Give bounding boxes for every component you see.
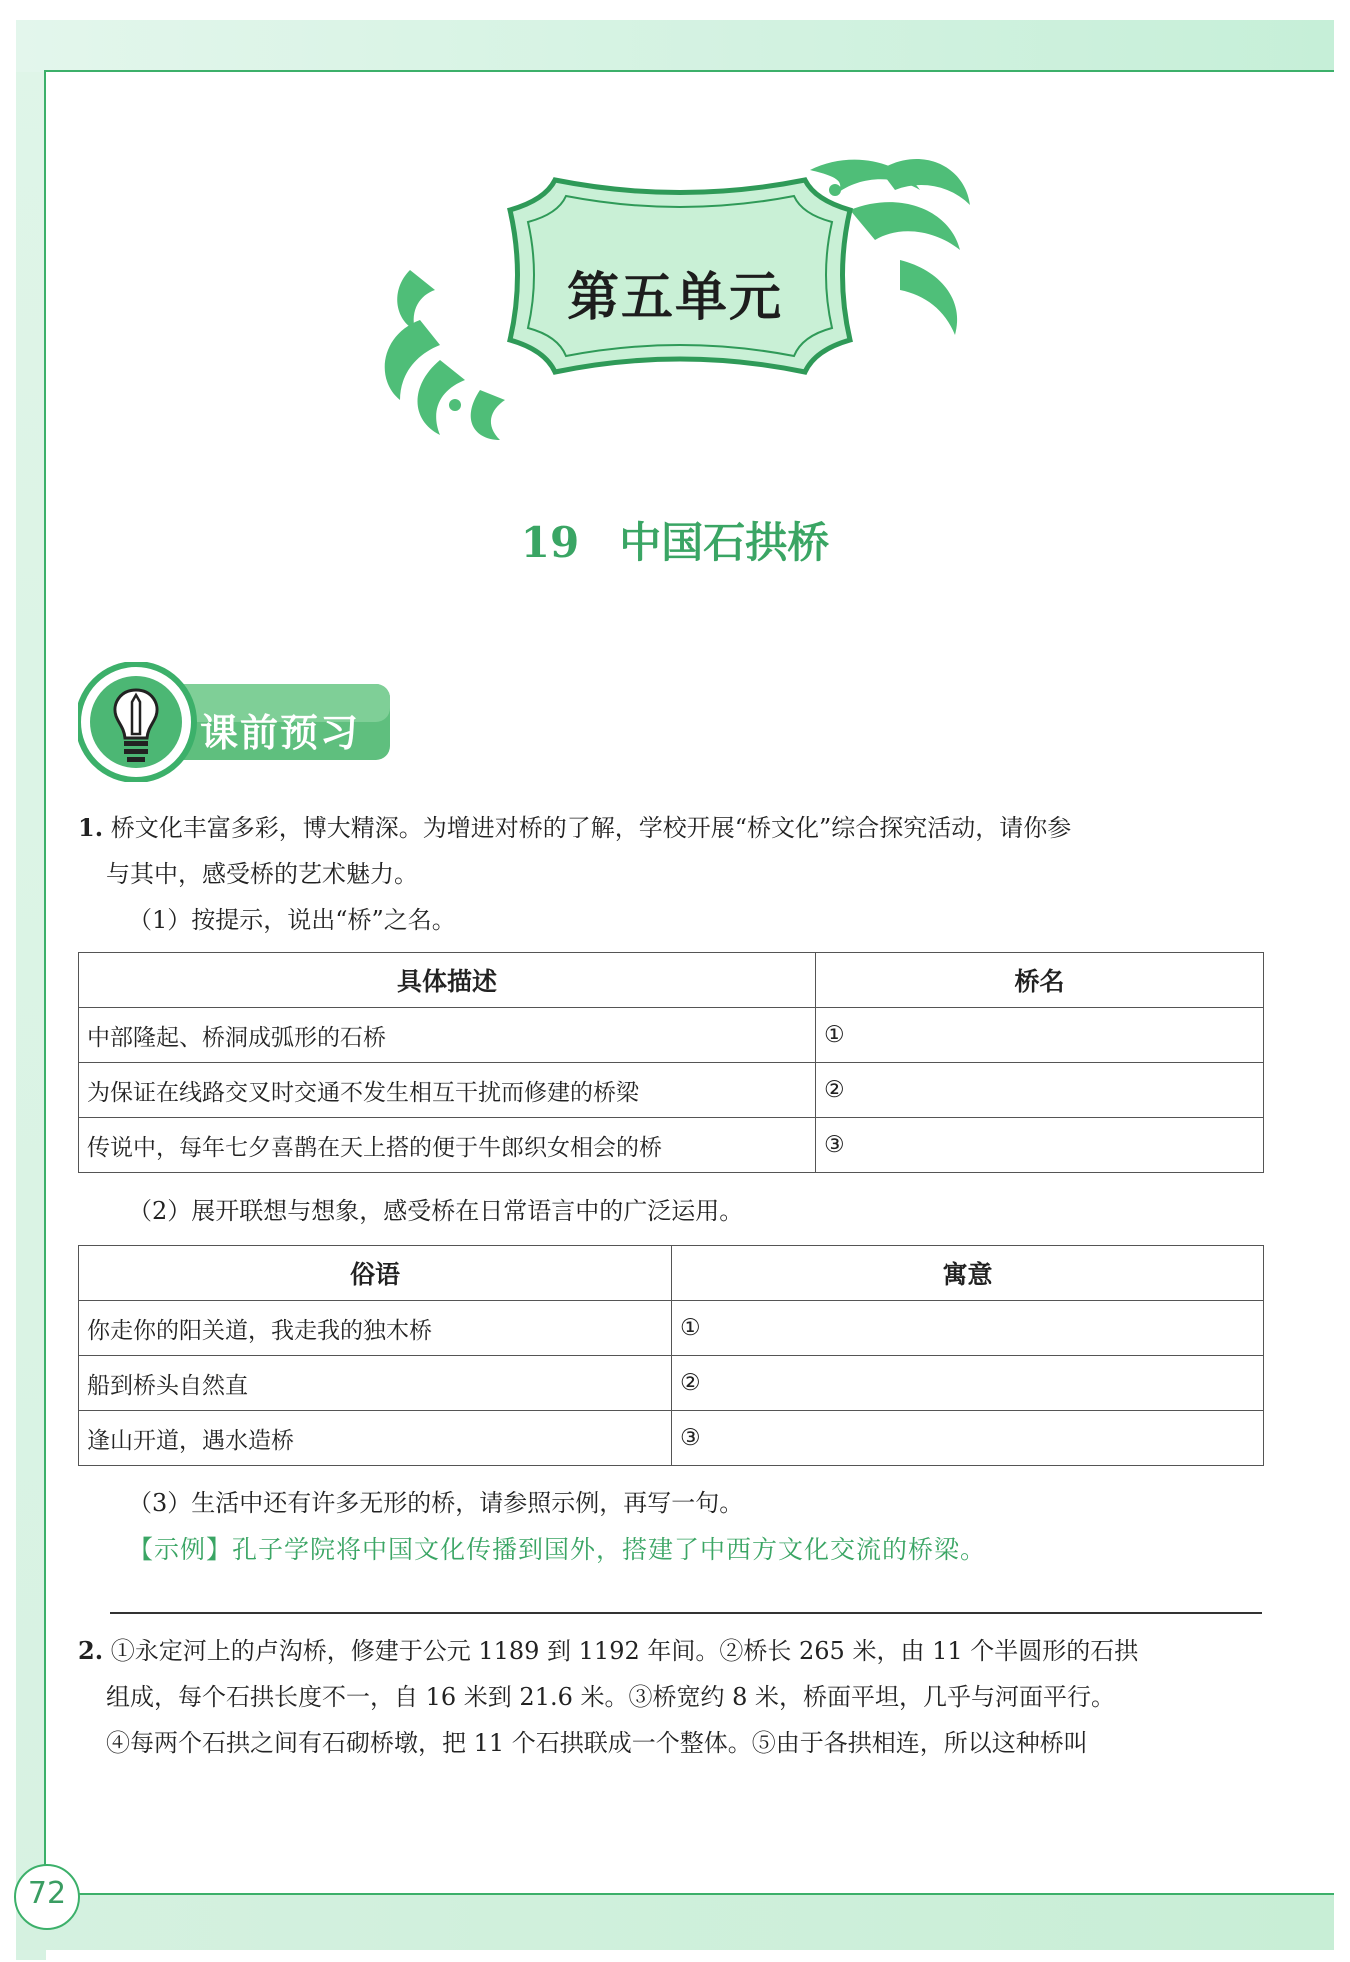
table1-answer-cell[interactable]: ③ <box>816 1118 1264 1173</box>
table-row <box>79 1118 1264 1173</box>
table2-answer-cell[interactable]: ③ <box>672 1411 1264 1466</box>
top-border-line <box>46 70 1334 72</box>
answer-line[interactable] <box>110 1612 1262 1614</box>
table1-header-name: 桥名 <box>816 953 1264 1008</box>
table1-cell: 中部隆起、桥洞成弧形的石桥 <box>79 1008 816 1063</box>
unit-title: 第五单元 <box>566 268 783 328</box>
q2-line2: 组成，每个石拱长度不一，自 16 米到 21.6 米。③桥宽约 8 米，桥面平坦，几乎与河面平行。 <box>106 1683 1116 1711</box>
q1-sub3: （3）生活中还有许多无形的桥，请参照示例，再写一句。 <box>128 1489 744 1517</box>
idiom-table <box>78 1245 1264 1466</box>
q1-line1 <box>78 805 1071 851</box>
table1-header-desc: 具体描述 <box>79 953 816 1008</box>
q2-number: 2. <box>78 1636 104 1665</box>
top-margin <box>0 0 1350 20</box>
q2-text-line1: ①永定河上的卢沟桥，修建于公元 1189 到 1192 年间。②桥长 265 米，由 11 个半圆形的石拱 <box>110 1637 1139 1665</box>
table-row <box>79 1411 1264 1466</box>
q1-line2: 与其中，感受桥的艺术魅力。 <box>106 860 418 888</box>
q1-sub1: （1）按提示，说出“桥”之名。 <box>128 906 456 934</box>
q1-number: 1. <box>78 813 104 842</box>
table-row <box>79 1008 1264 1063</box>
table1-answer-cell[interactable]: ① <box>816 1008 1264 1063</box>
left-border-line <box>44 70 46 1870</box>
lesson-name: 中国石拱桥 <box>619 518 830 567</box>
left-border-band <box>16 20 46 1960</box>
q2-line3: ④每两个石拱之间有石砌桥墩，把 11 个石拱联成一个整体。⑤由于各拱相连，所以这种桥叫 <box>106 1729 1088 1757</box>
lesson-title <box>400 510 950 570</box>
table2-cell: 船到桥头自然直 <box>79 1356 672 1411</box>
table-row <box>79 1356 1264 1411</box>
top-border-band <box>16 20 1334 72</box>
bottom-border-line <box>70 1893 1334 1895</box>
table2-cell: 你走你的阳关道，我走我的独木桥 <box>79 1301 672 1356</box>
table2-header-meaning: 寓意 <box>672 1246 1264 1301</box>
table-row <box>79 1301 1264 1356</box>
q1-example: 【示例】孔子学院将中国文化传播到国外，搭建了中西方文化交流的桥梁。 <box>128 1535 987 1564</box>
table1-cell: 传说中，每年七夕喜鹊在天上搭的便于牛郎织女相会的桥 <box>79 1118 816 1173</box>
table2-cell: 逢山开道，遇水造桥 <box>79 1411 672 1466</box>
table2-answer-cell[interactable]: ② <box>672 1356 1264 1411</box>
table2-header-idiom: 俗语 <box>79 1246 672 1301</box>
section-label: 课前预习 <box>200 711 361 755</box>
lesson-number: 19 <box>520 518 580 567</box>
page-number: 72 <box>27 1876 67 1911</box>
q2-line1 <box>78 1628 1138 1674</box>
bottom-border-band <box>16 1895 1334 1950</box>
table1-answer-cell[interactable]: ② <box>816 1063 1264 1118</box>
table1-cell: 为保证在线路交叉时交通不发生相互干扰而修建的桥梁 <box>79 1063 816 1118</box>
table-row <box>79 1063 1264 1118</box>
table2-answer-cell[interactable]: ① <box>672 1301 1264 1356</box>
q1-text-line1: 桥文化丰富多彩，博大精深。为增进对桥的了解，学校开展“桥文化”综合探究活动，请你参 <box>110 814 1072 842</box>
q1-sub2: （2）展开联想与想象，感受桥在日常语言中的广泛运用。 <box>128 1197 744 1225</box>
bridge-name-table <box>78 952 1264 1173</box>
